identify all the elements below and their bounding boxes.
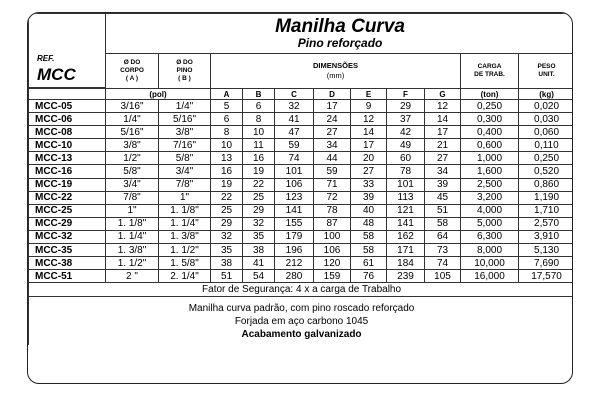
row-cell: 1/4" xyxy=(159,100,211,113)
row-cell: 27 xyxy=(314,126,351,139)
row-cell: 239 xyxy=(387,270,425,283)
table-row xyxy=(29,204,574,217)
row-cell: 6 xyxy=(211,113,243,126)
safety-factor: Fator de Segurança: 4 x a carga de Trabalho xyxy=(29,283,574,297)
row-cell: 17,570 xyxy=(519,270,574,283)
footer-line-2: Forjada em aço carbono 1045 xyxy=(234,315,369,327)
row-cell: 32 xyxy=(243,217,275,230)
row-cell: 34 xyxy=(314,139,351,152)
row-cell: 1. 5/8" xyxy=(159,257,211,270)
row-cell: 8 xyxy=(243,113,275,126)
header-corpo: Ø DO CORPO ( A ) xyxy=(106,54,159,89)
row-cell: 1" xyxy=(159,191,211,204)
row-cell: 8,000 xyxy=(461,244,519,257)
data-rows xyxy=(29,100,574,283)
row-cell: 87 xyxy=(314,217,351,230)
row-cell: 29 xyxy=(243,204,275,217)
row-cell: 1. 1/8" xyxy=(159,204,211,217)
row-cell: 141 xyxy=(275,204,314,217)
row-cell: 7/16" xyxy=(159,139,211,152)
row-cell: 123 xyxy=(275,191,314,204)
ref-code: MCC xyxy=(37,65,76,84)
row-cell: 10 xyxy=(211,139,243,152)
row-cell: 0,520 xyxy=(519,165,574,178)
row-cell: 27 xyxy=(351,165,387,178)
row-cell: 2. 1/4" xyxy=(159,270,211,283)
row-cell: 5/16" xyxy=(106,126,159,139)
row-ref: MCC-10 xyxy=(29,139,106,152)
table-row xyxy=(29,270,574,283)
row-ref: MCC-25 xyxy=(29,204,106,217)
row-ref: MCC-22 xyxy=(29,191,106,204)
row-cell: 6 xyxy=(243,100,275,113)
row-cell: 141 xyxy=(387,217,425,230)
row-cell: 106 xyxy=(314,244,351,257)
table-row xyxy=(29,100,574,113)
row-cell: 41 xyxy=(243,257,275,270)
table-row xyxy=(29,139,574,152)
row-cell: 35 xyxy=(243,230,275,243)
ref-header xyxy=(29,14,106,88)
row-cell: 32 xyxy=(211,230,243,243)
row-ref: MCC-05 xyxy=(29,100,106,113)
row-cell: 71 xyxy=(314,178,351,191)
row-cell: 25 xyxy=(243,191,275,204)
row-cell: 16 xyxy=(211,165,243,178)
row-cell: 5/8" xyxy=(106,165,159,178)
row-cell: 3/8" xyxy=(106,139,159,152)
row-cell: 45 xyxy=(425,191,461,204)
row-cell: 22 xyxy=(243,178,275,191)
row-cell: 8 xyxy=(211,126,243,139)
row-cell: 49 xyxy=(387,139,425,152)
row-cell: 1,190 xyxy=(519,191,574,204)
row-cell: 1/2" xyxy=(106,152,159,165)
row-cell: 47 xyxy=(275,126,314,139)
unit-kg: (kg) xyxy=(519,89,574,100)
row-cell: 16 xyxy=(243,152,275,165)
row-cell: 22 xyxy=(211,191,243,204)
row-cell: 25 xyxy=(211,204,243,217)
row-cell: 11 xyxy=(243,139,275,152)
row-cell: 35 xyxy=(211,244,243,257)
row-cell: 0,250 xyxy=(461,100,519,113)
row-cell: 5/16" xyxy=(159,113,211,126)
row-cell: 16,000 xyxy=(461,270,519,283)
row-cell: 5,130 xyxy=(519,244,574,257)
row-cell: 13 xyxy=(211,152,243,165)
row-cell: 19 xyxy=(243,165,275,178)
table-row xyxy=(29,165,574,178)
header-dimensoes: DIMENSÕES (mm) xyxy=(211,54,461,89)
row-cell: 1/4" xyxy=(106,113,159,126)
row-cell: 5 xyxy=(211,100,243,113)
row-cell: 48 xyxy=(351,217,387,230)
row-cell: 101 xyxy=(275,165,314,178)
unit-pol: (pol) xyxy=(106,89,211,100)
footer-line-1: Manilha curva padrão, com pino roscado reforçado xyxy=(188,302,415,314)
dim-col-g: G xyxy=(425,89,461,100)
row-cell: 10,000 xyxy=(461,257,519,270)
row-cell: 4,000 xyxy=(461,204,519,217)
row-cell: 1. 1/2" xyxy=(159,244,211,257)
row-cell: 1,710 xyxy=(519,204,574,217)
row-cell: 64 xyxy=(425,230,461,243)
row-cell: 162 xyxy=(387,230,425,243)
row-ref: MCC-19 xyxy=(29,178,106,191)
row-cell: 120 xyxy=(314,257,351,270)
footer-notes xyxy=(29,297,574,346)
row-cell: 212 xyxy=(275,257,314,270)
row-cell: 5/8" xyxy=(159,152,211,165)
title-block xyxy=(106,14,574,54)
row-cell: 113 xyxy=(387,191,425,204)
row-ref: MCC-13 xyxy=(29,152,106,165)
row-cell: 54 xyxy=(243,270,275,283)
row-cell: 24 xyxy=(314,113,351,126)
row-cell: 1. 1/4" xyxy=(106,230,159,243)
spec-table xyxy=(28,13,573,345)
row-cell: 3/4" xyxy=(159,165,211,178)
row-cell: 1. 3/8" xyxy=(159,230,211,243)
row-cell: 6,300 xyxy=(461,230,519,243)
row-cell: 3,910 xyxy=(519,230,574,243)
row-cell: 2,500 xyxy=(461,178,519,191)
row-cell: 1. 3/8" xyxy=(106,244,159,257)
row-cell: 1,000 xyxy=(461,152,519,165)
row-cell: 59 xyxy=(275,139,314,152)
row-cell: 12 xyxy=(351,113,387,126)
header-pino: Ø DO PINO ( B ) xyxy=(159,54,211,89)
row-cell: 38 xyxy=(243,244,275,257)
row-cell: 51 xyxy=(425,204,461,217)
row-cell: 0,250 xyxy=(519,152,574,165)
row-cell: 17 xyxy=(314,100,351,113)
row-cell: 1. 1/8" xyxy=(106,217,159,230)
row-cell: 184 xyxy=(387,257,425,270)
row-cell: 74 xyxy=(275,152,314,165)
row-cell: 2 " xyxy=(106,270,159,283)
row-cell: 1. 1/2" xyxy=(106,257,159,270)
row-cell: 58 xyxy=(351,244,387,257)
row-cell: 280 xyxy=(275,270,314,283)
row-cell: 100 xyxy=(314,230,351,243)
row-cell: 7/8" xyxy=(159,178,211,191)
row-cell: 1" xyxy=(106,204,159,217)
row-cell: 44 xyxy=(314,152,351,165)
table-row xyxy=(29,178,574,191)
row-cell: 14 xyxy=(425,113,461,126)
row-cell: 38 xyxy=(211,257,243,270)
row-cell: 12 xyxy=(425,100,461,113)
row-cell: 3/16" xyxy=(106,100,159,113)
row-cell: 39 xyxy=(425,178,461,191)
row-cell: 27 xyxy=(425,152,461,165)
row-cell: 1,600 xyxy=(461,165,519,178)
row-cell: 21 xyxy=(425,139,461,152)
table-row xyxy=(29,152,574,165)
row-cell: 3/8" xyxy=(159,126,211,139)
row-cell: 76 xyxy=(351,270,387,283)
row-cell: 0,300 xyxy=(461,113,519,126)
row-cell: 7/8" xyxy=(106,191,159,204)
header-carga: CARGA DE TRAB. xyxy=(461,54,519,89)
row-cell: 0,030 xyxy=(519,113,574,126)
row-cell: 106 xyxy=(275,178,314,191)
row-cell: 19 xyxy=(211,178,243,191)
row-cell: 2,570 xyxy=(519,217,574,230)
table-row xyxy=(29,257,574,270)
row-cell: 58 xyxy=(425,217,461,230)
row-cell: 14 xyxy=(351,126,387,139)
row-cell: 42 xyxy=(387,126,425,139)
row-cell: 179 xyxy=(275,230,314,243)
row-cell: 105 xyxy=(425,270,461,283)
page-title: Manilha Curva xyxy=(275,16,405,37)
table-row xyxy=(29,126,574,139)
row-cell: 74 xyxy=(425,257,461,270)
row-cell: 60 xyxy=(387,152,425,165)
ref-unit-blank xyxy=(29,89,106,100)
row-ref: MCC-08 xyxy=(29,126,106,139)
row-cell: 10 xyxy=(243,126,275,139)
dim-col-e: E xyxy=(351,89,387,100)
row-ref: MCC-16 xyxy=(29,165,106,178)
row-cell: 17 xyxy=(425,126,461,139)
row-cell: 34 xyxy=(425,165,461,178)
row-cell: 0,110 xyxy=(519,139,574,152)
footer-line-3: Acabamento galvanizado xyxy=(241,328,362,340)
table-row xyxy=(29,230,574,243)
row-cell: 29 xyxy=(211,217,243,230)
row-cell: 32 xyxy=(275,100,314,113)
row-cell: 20 xyxy=(351,152,387,165)
dim-col-d: D xyxy=(314,89,351,100)
table-row xyxy=(29,244,574,257)
row-cell: 78 xyxy=(387,165,425,178)
ref-label: REF. xyxy=(37,54,55,63)
row-cell: 61 xyxy=(351,257,387,270)
row-cell: 0,400 xyxy=(461,126,519,139)
row-cell: 37 xyxy=(387,113,425,126)
row-cell: 29 xyxy=(387,100,425,113)
row-cell: 51 xyxy=(211,270,243,283)
unit-ton: (ton) xyxy=(461,89,519,100)
page-subtitle: Pino reforçado xyxy=(297,36,383,50)
row-ref: MCC-29 xyxy=(29,217,106,230)
row-ref: MCC-51 xyxy=(29,270,106,283)
row-cell: 59 xyxy=(314,165,351,178)
row-cell: 0,060 xyxy=(519,126,574,139)
table-row xyxy=(29,113,574,126)
row-cell: 7,690 xyxy=(519,257,574,270)
row-cell: 0,020 xyxy=(519,100,574,113)
row-ref: MCC-06 xyxy=(29,113,106,126)
row-cell: 33 xyxy=(351,178,387,191)
table-row xyxy=(29,217,574,230)
row-cell: 78 xyxy=(314,204,351,217)
row-ref: MCC-38 xyxy=(29,257,106,270)
row-cell: 3/4" xyxy=(106,178,159,191)
row-ref: MCC-35 xyxy=(29,244,106,257)
row-cell: 0,860 xyxy=(519,178,574,191)
row-cell: 9 xyxy=(351,100,387,113)
row-cell: 39 xyxy=(351,191,387,204)
header-peso: PESO UNIT. xyxy=(519,54,574,89)
dim-col-a: A xyxy=(211,89,243,100)
row-cell: 171 xyxy=(387,244,425,257)
row-cell: 159 xyxy=(314,270,351,283)
row-cell: 40 xyxy=(351,204,387,217)
dim-col-f: F xyxy=(387,89,425,100)
dim-col-b: B xyxy=(243,89,275,100)
row-cell: 72 xyxy=(314,191,351,204)
row-ref: MCC-32 xyxy=(29,230,106,243)
row-cell: 196 xyxy=(275,244,314,257)
row-cell: 101 xyxy=(387,178,425,191)
dim-col-c: C xyxy=(275,89,314,100)
row-cell: 58 xyxy=(351,230,387,243)
row-cell: 121 xyxy=(387,204,425,217)
row-cell: 17 xyxy=(351,139,387,152)
row-cell: 73 xyxy=(425,244,461,257)
row-cell: 5,000 xyxy=(461,217,519,230)
product-spec-card xyxy=(27,12,573,384)
row-cell: 0,600 xyxy=(461,139,519,152)
row-cell: 3,200 xyxy=(461,191,519,204)
table-row xyxy=(29,191,574,204)
row-cell: 1. 1/4" xyxy=(159,217,211,230)
row-cell: 155 xyxy=(275,217,314,230)
row-cell: 41 xyxy=(275,113,314,126)
